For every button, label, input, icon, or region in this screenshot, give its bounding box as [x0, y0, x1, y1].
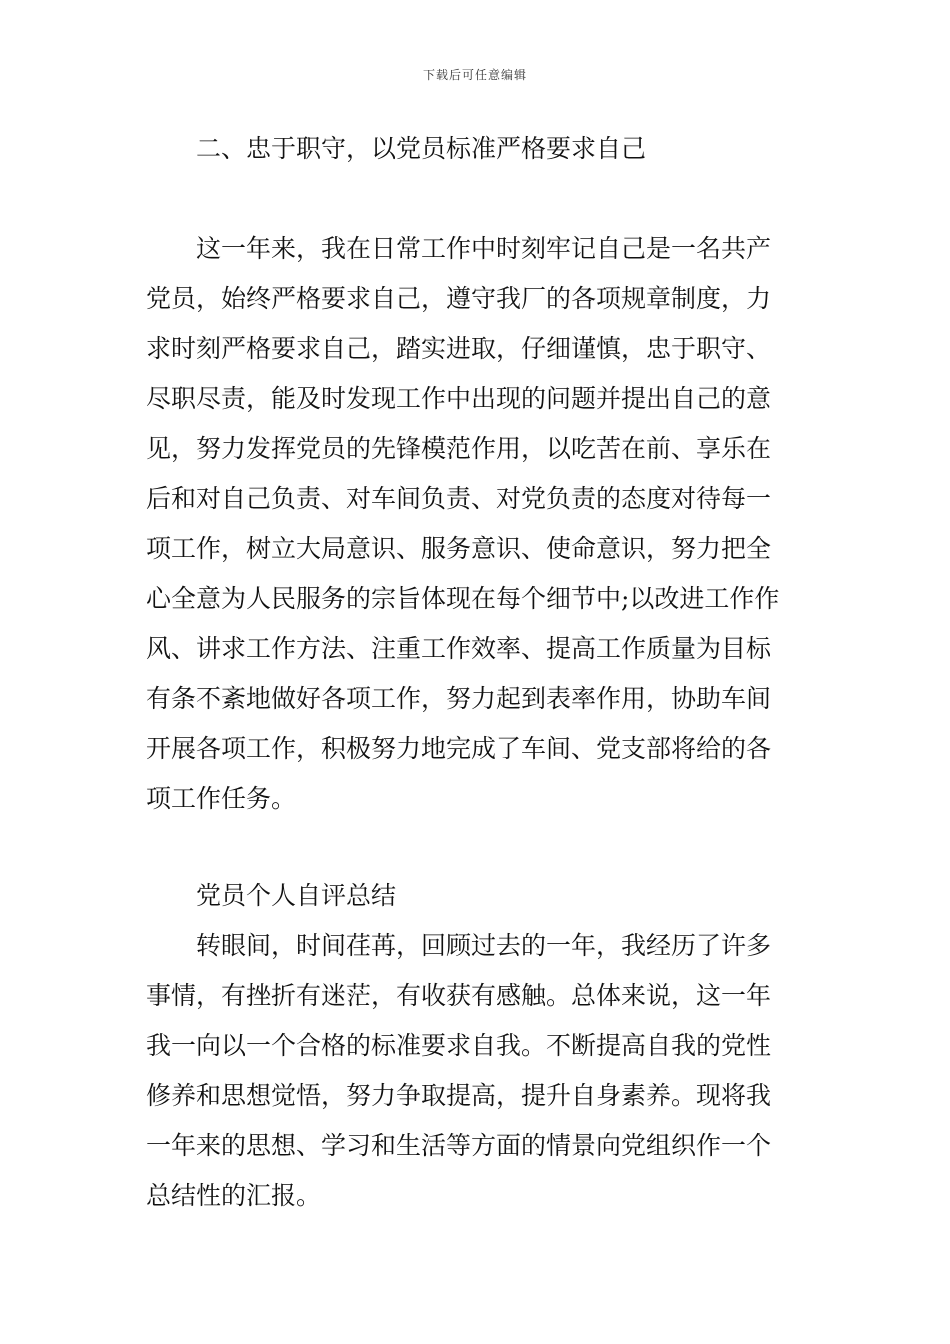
paragraph-line: 一年来的思想、学习和生活等方面的情景向党组织作一个	[146, 1131, 772, 1160]
subheading-text: 党员个人自评总结	[196, 881, 397, 910]
paragraph-line: 党员，始终严格要求自己，遵守我厂的各项规章制度，力	[146, 284, 772, 313]
paragraph-work-duty	[146, 224, 808, 824]
paragraph-line: 事情，有挫折有迷茫，有收获有感触。总体来说，这一年	[146, 981, 772, 1010]
paragraph-line: 我一向以一个合格的标准要求自我。不断提高自我的党性	[146, 1031, 772, 1060]
page-header-note: 下载后可任意编辑	[422, 68, 527, 82]
paragraph-line: 心全意为人民服务的宗旨体现在每个细节中;以改进工作作	[146, 584, 780, 613]
section-heading-text: 二、忠于职守，以党员标准严格要求自己	[196, 134, 647, 163]
paragraph-line: 有条不紊地做好各项工作，努力起到表率作用，协助车间	[146, 684, 772, 713]
section-heading	[146, 124, 808, 174]
paragraph-line: 修养和思想觉悟，努力争取提高，提升自身素养。现将我	[146, 1081, 772, 1110]
paragraph-line: 项工作任务。	[146, 784, 297, 813]
paragraph-line: 总结性的汇报。	[146, 1181, 322, 1210]
paragraph-line: 这一年来，我在日常工作中时刻牢记自己是一名共产	[196, 234, 772, 263]
paragraph-line: 尽职尽责，能及时发现工作中出现的问题并提出自己的意	[146, 384, 772, 413]
paragraph-line: 项工作，树立大局意识、服务意识、使命意识，努力把全	[146, 534, 772, 563]
subheading	[146, 871, 808, 921]
paragraph-line: 转眼间，时间荏苒，回顾过去的一年，我经历了许多	[196, 931, 772, 960]
paragraph-line: 开展各项工作，积极努力地完成了车间、党支部将给的各	[146, 734, 772, 763]
paragraph-line: 风、讲求工作方法、注重工作效率、提高工作质量为目标	[146, 634, 772, 663]
paragraph-line: 求时刻严格要求自己，踏实进取，仔细谨慎，忠于职守、	[146, 334, 772, 363]
paragraph-line: 后和对自己负责、对车间负责、对党负责的态度对待每一	[146, 484, 772, 513]
paragraph-self-evaluation	[146, 921, 808, 1221]
paragraph-line: 见，努力发挥党员的先锋模范作用，以吃苦在前、享乐在	[146, 434, 772, 463]
